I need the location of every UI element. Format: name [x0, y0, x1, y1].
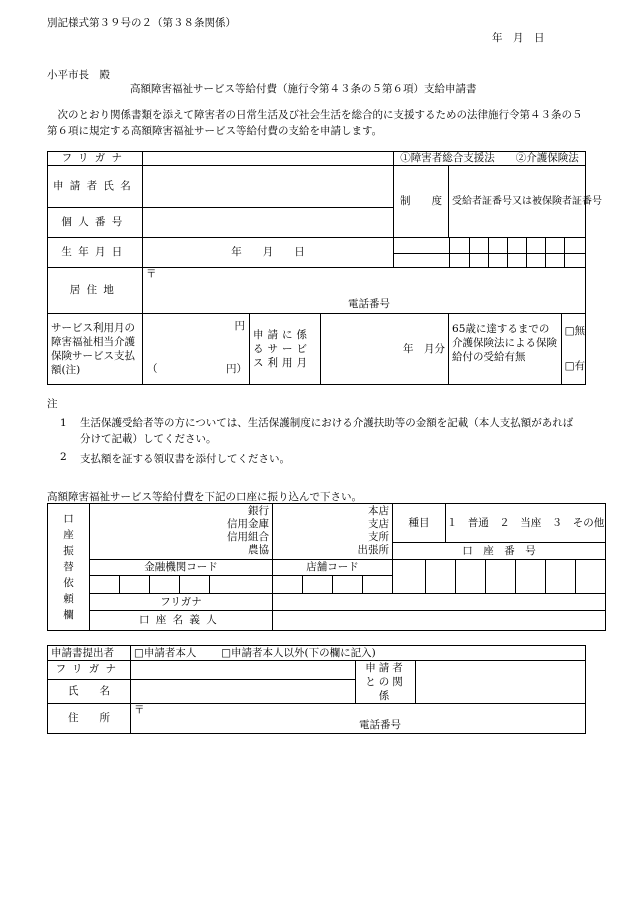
submitter-furigana-input[interactable] [131, 661, 356, 680]
birthdate-input[interactable]: 年 月 日 [143, 238, 394, 268]
inst-type-kumiai: 信用組合 [227, 531, 270, 543]
cert-number-label: 受給者証番号又は被保険者証番号 [449, 166, 586, 238]
branch-code-label: 店舗コード [273, 560, 393, 576]
phone-label: 電話番号 [348, 298, 390, 310]
note-2-number: 2 [60, 451, 67, 463]
account-number-label: 口 座 番 号 [462, 545, 536, 557]
date-label: 年 月 日 [492, 32, 545, 44]
institution-code-label: 金融機関コード [90, 560, 273, 576]
bank-side-label: 口座振替依頼欄 [48, 504, 90, 631]
submitter-phone-label: 電話番号 [359, 719, 401, 731]
submitter-label: 申請書提出者 [48, 646, 131, 661]
notes-heading: 注 [47, 398, 58, 410]
option-none[interactable]: □無 [564, 325, 586, 337]
monthly-payment-label: サービス利用月の障害福祉相当介護保険サービス支払額(注) [48, 314, 143, 385]
applicant-name-input[interactable] [143, 166, 394, 208]
submitter-postal-mark: 〒 [134, 704, 145, 716]
yen-unit-2: 円） [226, 363, 247, 375]
birthdate-label: 生年月日 [48, 238, 143, 268]
inst-code-spacer [210, 576, 273, 594]
account-digit-3[interactable] [456, 560, 486, 594]
branch-type[interactable] [273, 504, 393, 560]
address-label: 居住地 [48, 268, 143, 314]
applicant-table [47, 151, 603, 385]
account-digit-1[interactable] [393, 560, 426, 594]
my-number-label: 個人番号 [48, 208, 143, 238]
cert-number-boxes[interactable] [394, 238, 586, 268]
system-options: ①障害者総合支援法 ②介護保険法 [394, 152, 586, 166]
relation-input[interactable] [416, 661, 586, 704]
applicant-name-label: 申請者氏名 [48, 166, 143, 208]
branch-code-digit-2[interactable] [303, 576, 333, 594]
account-holder-input[interactable] [273, 611, 606, 631]
inst-type-bank: 銀行 [248, 505, 270, 517]
note-1-number: 1 [60, 417, 67, 429]
branch-type-sub: 支所 [368, 531, 390, 543]
bank-heading: 高額障害福祉サービス等給付費を下記の口座に振り込んで下さい。 [47, 491, 362, 503]
submitter-address-input[interactable] [131, 704, 586, 734]
submitter-name-label: 氏 名 [48, 679, 131, 703]
relation-label: 申請者との関係 [356, 661, 416, 704]
furigana-input[interactable] [143, 152, 394, 166]
inst-code-digit-4[interactable] [180, 576, 210, 594]
addressee: 小平市長 殿 [47, 69, 110, 81]
submitter-other-option[interactable]: □申請者本人以外(下の欄に記入) [221, 646, 376, 659]
age65-cell [449, 314, 586, 385]
account-digit-6[interactable] [546, 560, 576, 594]
yen-unit: 円 [234, 320, 245, 332]
inst-code-digit-3[interactable] [150, 576, 180, 594]
bank-table [47, 503, 606, 631]
submitter-self-option[interactable]: □申請者本人 [134, 646, 197, 659]
account-furigana-label: フリガナ [90, 594, 273, 611]
account-digit-4[interactable] [486, 560, 516, 594]
inst-type-nokyo: 農協 [248, 544, 270, 556]
account-digit-2[interactable] [426, 560, 456, 594]
branch-type-head: 本店 [368, 505, 390, 517]
note-1-text: 生活保護受給者等の方については、生活保護制度における介護扶助等の金額を記載（本人支払額があれば分けて記載）してください。 [80, 417, 574, 445]
paren-left: （ [147, 363, 158, 375]
kind-options[interactable]: １ 普通 ２ 当座 ３ その他 [446, 517, 605, 529]
submitter-table [47, 645, 586, 734]
option-yes[interactable]: □有 [564, 360, 586, 372]
institution-type[interactable] [90, 504, 273, 560]
my-number-input[interactable] [143, 208, 394, 238]
postal-mark: 〒 [146, 268, 157, 280]
inst-code-digit-2[interactable] [120, 576, 150, 594]
account-holder-label: 口座名義人 [90, 611, 273, 631]
note-2-text: 支払額を証する領収書を添付してください。 [80, 453, 290, 465]
inst-type-shinkin: 信用金庫 [227, 518, 270, 530]
submitter-address-label: 住 所 [48, 704, 131, 734]
monthly-payment-input[interactable] [143, 314, 250, 385]
furigana-label: フリガナ [48, 152, 143, 166]
kind-cell [393, 504, 606, 560]
kind-label: 種目 [393, 504, 446, 542]
submitter-furigana-label: フリガナ [48, 661, 131, 680]
inst-code-digit-1[interactable] [90, 576, 120, 594]
branch-code-spacer [363, 576, 393, 594]
form-number: 別記様式第３９号の２（第３８条関係） [47, 17, 236, 29]
submitter-name-input[interactable] [131, 679, 356, 703]
month-label: 申請に係るサービス利用月 [250, 314, 321, 385]
submitter-options[interactable] [131, 646, 586, 661]
note-1 [60, 415, 580, 447]
branch-code-digit-3[interactable] [333, 576, 363, 594]
system-label: 制 度 [394, 166, 449, 238]
account-digit-7[interactable] [576, 560, 606, 594]
branch-type-branch: 支店 [368, 518, 390, 530]
note-2 [60, 451, 290, 466]
age65-label: 65歳に達するまでの介護保険法による保険給付の受給有無 [449, 314, 562, 384]
month-input[interactable]: 年 月分 [321, 314, 449, 385]
branch-type-office: 出張所 [357, 544, 390, 556]
address-input[interactable] [143, 268, 586, 314]
branch-code-digit-1[interactable] [273, 576, 303, 594]
intro-text: 次のとおり関係書類を添えて障害者の日常生活及び社会生活を総合的に支援するための法律施行令第４３条の５第６項に規定する高額障害福祉サービス等給付費の支給を申請します。 [47, 109, 583, 137]
account-digit-5[interactable] [516, 560, 546, 594]
form-title: 高額障害福祉サービス等給付費（施行令第４３条の５第６項）支給申請書 [130, 83, 477, 95]
account-furigana-input[interactable] [273, 594, 606, 611]
